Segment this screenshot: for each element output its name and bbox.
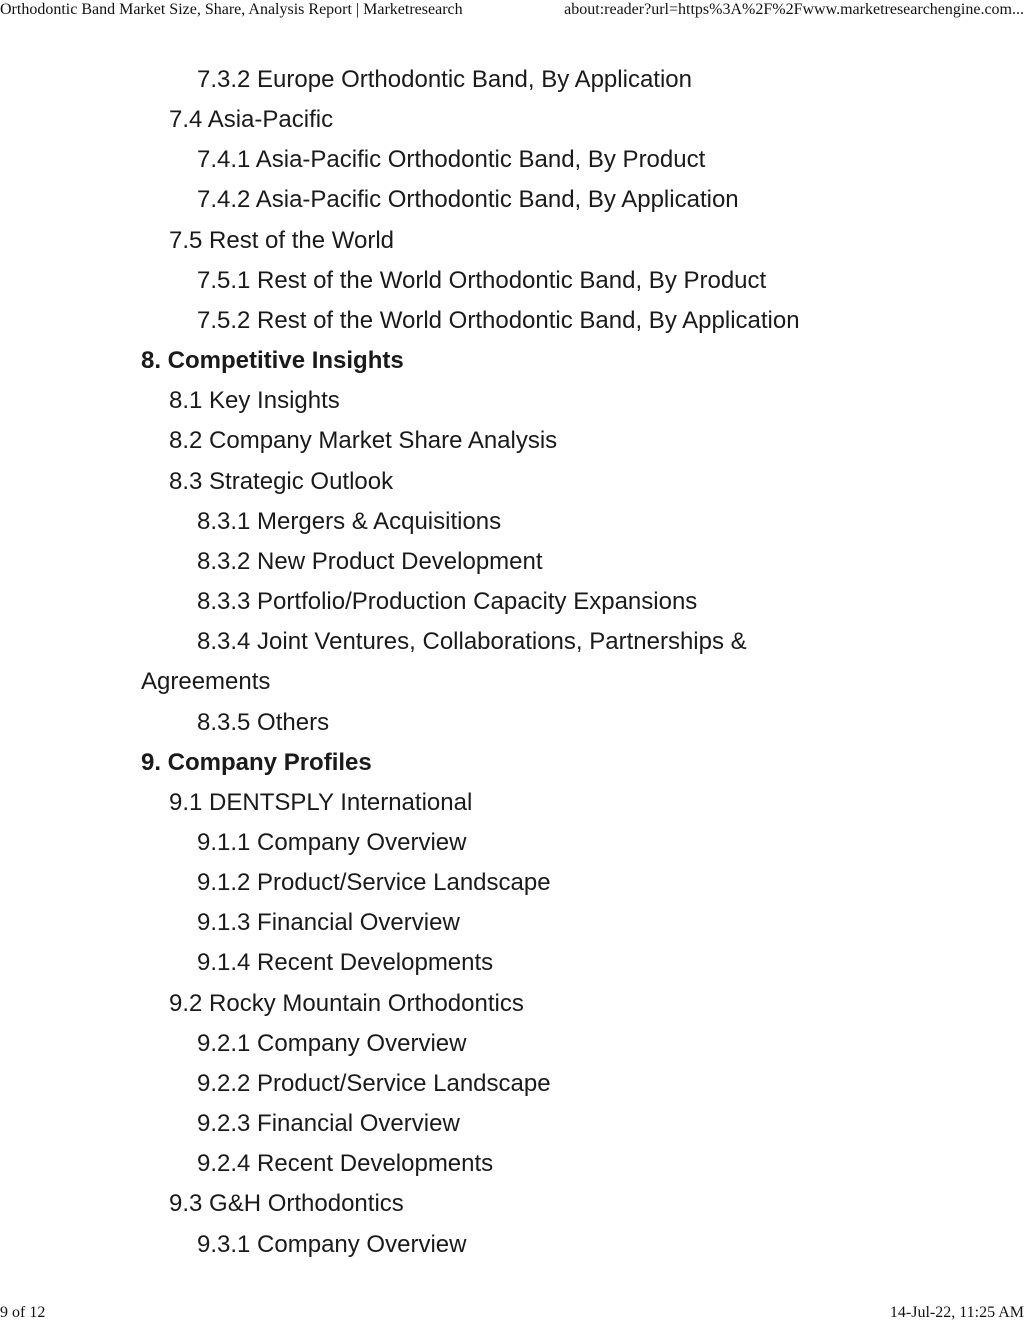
toc-item: 8.3.2 New Product Development [197, 547, 543, 575]
toc-item: 8.1 Key Insights [169, 387, 340, 415]
toc-section-heading: 8. Competitive Insights [141, 347, 404, 375]
toc-item: 7.4.1 Asia-Pacific Orthodontic Band, By Product [197, 146, 706, 174]
toc-item: 9.1.3 Financial Overview [197, 909, 460, 937]
toc-item: 9.2.1 Company Overview [197, 1029, 467, 1057]
toc-item: 9.1.2 Product/Service Landscape [197, 869, 551, 897]
toc-item: 9.2.4 Recent Developments [197, 1150, 494, 1178]
toc-item: 7.3.2 Europe Orthodontic Band, By Application [197, 66, 692, 93]
toc-item: 8.3 Strategic Outlook [169, 467, 394, 495]
toc-item: 8.2 Company Market Share Analysis [169, 427, 558, 455]
toc-item: 9.3 G&H Orthodontics [169, 1190, 404, 1218]
toc-item: 9.2.3 Financial Overview [197, 1110, 460, 1138]
toc-item: 8.3.5 Others [197, 708, 330, 736]
toc-item: 7.5.1 Rest of the World Orthodontic Band, By Product [197, 266, 767, 294]
print-footer [0, 1303, 1024, 1325]
toc-item-continuation: Agreements [141, 668, 271, 696]
toc-item: 9.2 Rocky Mountain Orthodontics [169, 989, 524, 1017]
print-timestamp: 14-Jul-22, 11:25 AM [889, 1304, 1024, 1321]
toc-item: 9.1.4 Recent Developments [197, 949, 494, 977]
toc-item: 7.4 Asia-Pacific [169, 106, 334, 134]
toc-item: 7.5.2 Rest of the World Orthodontic Band, By Application [197, 306, 800, 334]
toc-item: 9.2.2 Product/Service Landscape [197, 1069, 551, 1097]
table-of-contents [141, 60, 841, 1265]
toc-item: 8.3.3 Portfolio/Production Capacity Expansions [197, 588, 698, 616]
toc-item: 8.3.4 Joint Ventures, Collaborations, Partnerships & [197, 628, 747, 656]
toc-section-heading: 9. Company Profiles [141, 748, 372, 776]
page-number: 9 of 12 [0, 1304, 46, 1321]
page-url: about:reader?url=https%3A%2F%2Fwww.marketresearchengine.com... [564, 1, 1024, 18]
print-header [0, 0, 1024, 22]
page-title: Orthodontic Band Market Size, Share, Analysis Report | Marketresearch [0, 1, 463, 18]
toc-item: 9.1 DENTSPLY International [169, 788, 473, 816]
toc-item: 8.3.1 Mergers & Acquisitions [197, 507, 502, 535]
toc-item: 7.4.2 Asia-Pacific Orthodontic Band, By Application [197, 186, 739, 214]
toc-item: 9.3.1 Company Overview [197, 1230, 467, 1258]
toc-item: 7.5 Rest of the World [169, 226, 394, 254]
toc-item: 9.1.1 Company Overview [197, 828, 467, 856]
